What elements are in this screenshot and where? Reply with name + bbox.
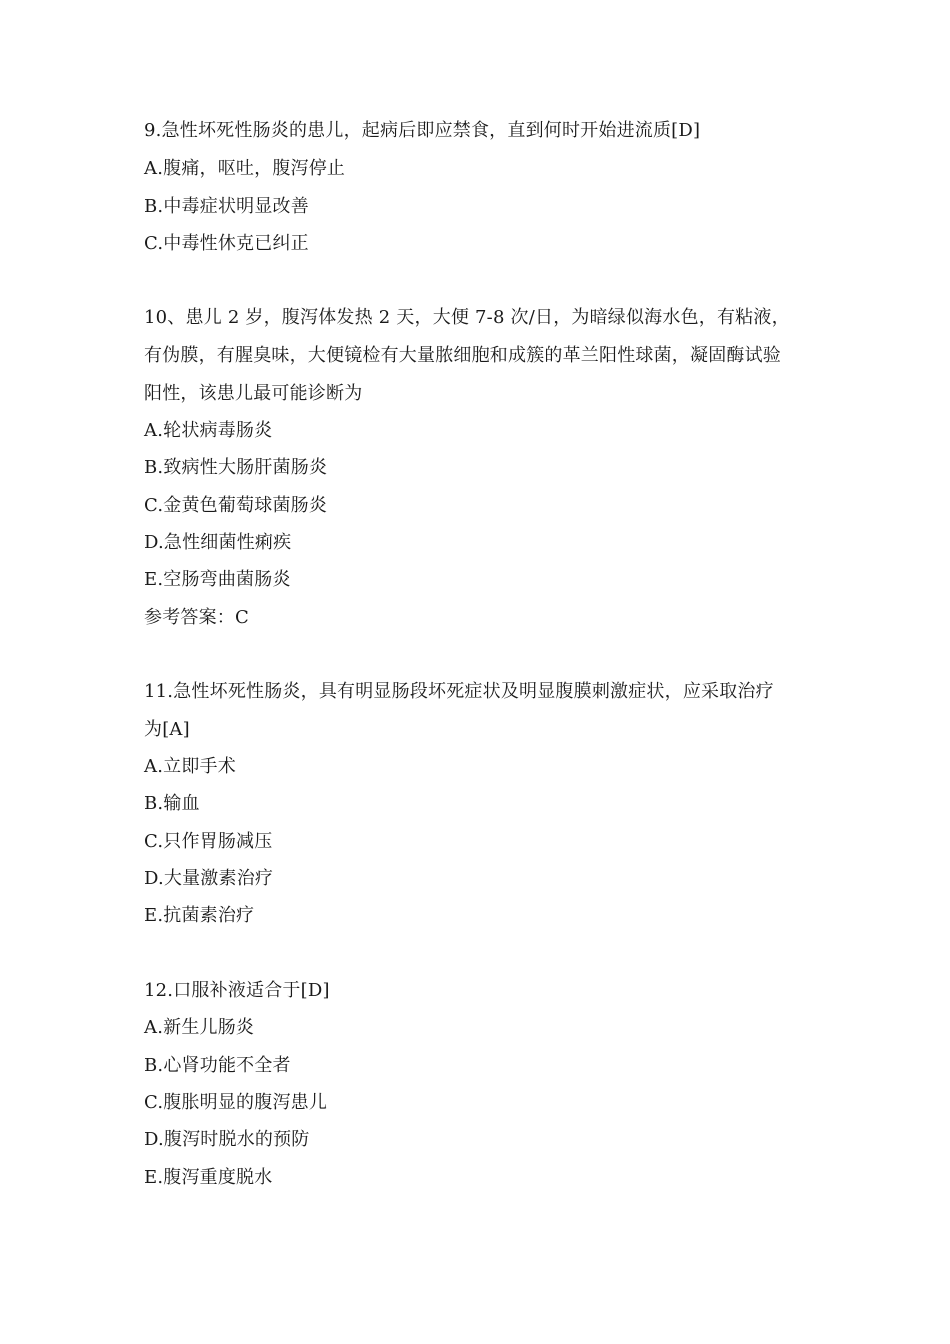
question-9-option-b: B.中毒症状明显改善 xyxy=(144,196,309,217)
question-11-option-e: E.抗菌素治疗 xyxy=(144,905,255,926)
question-11-option-d: D.大量激素治疗 xyxy=(144,868,274,889)
question-10-option-c: C.金黄色葡萄球菌肠炎 xyxy=(144,495,328,516)
question-10-stem-line-3: 阳性，该患儿最可能诊断为 xyxy=(144,383,363,404)
question-12-option-c: C.腹胀明显的腹泻患儿 xyxy=(144,1092,328,1113)
question-11-stem-line-2: 为[A] xyxy=(144,719,190,740)
question-12-stem: 12.口服补液适合于[D] xyxy=(144,980,330,1001)
question-12-option-b: B.心肾功能不全者 xyxy=(144,1055,291,1076)
question-10-stem-line-2: 有伪膜，有腥臭味，大便镜检有大量脓细胞和成簇的革兰阳性球菌，凝固酶试验 xyxy=(144,345,781,366)
question-10-answer: 参考答案：C xyxy=(144,607,249,628)
question-10-option-a: A.轮状病毒肠炎 xyxy=(144,420,273,441)
question-9-option-a: A.腹痛，呕吐，腹泻停止 xyxy=(144,158,346,179)
question-10-option-e: E.空肠弯曲菌肠炎 xyxy=(144,569,291,590)
question-11-option-a: A.立即手术 xyxy=(144,756,236,777)
question-11-option-b: B.输血 xyxy=(144,793,200,814)
question-9-stem: 9.急性坏死性肠炎的患儿，起病后即应禁食，直到何时开始进流质[D] xyxy=(144,120,701,141)
question-10-option-d: D.急性细菌性痢疾 xyxy=(144,532,292,553)
question-12-option-d: D.腹泻时脱水的预防 xyxy=(144,1129,310,1150)
question-12-option-a: A.新生儿肠炎 xyxy=(144,1017,255,1038)
question-10-stem-line-1: 10、患儿 2 岁，腹泻体发热 2 天，大便 7-8 次/日，为暗绿似海水色，有粘液， xyxy=(144,307,790,328)
question-11-stem-line-1: 11.急性坏死性肠炎，具有明显肠段坏死症状及明显腹膜刺激症状，应采取治疗 xyxy=(144,681,774,702)
question-12-option-e: E.腹泻重度脱水 xyxy=(144,1167,273,1188)
question-11-option-c: C.只作胃肠减压 xyxy=(144,831,273,852)
question-9-option-c: C.中毒性休克已纠正 xyxy=(144,233,309,254)
question-10-option-b: B.致病性大肠肝菌肠炎 xyxy=(144,457,328,478)
